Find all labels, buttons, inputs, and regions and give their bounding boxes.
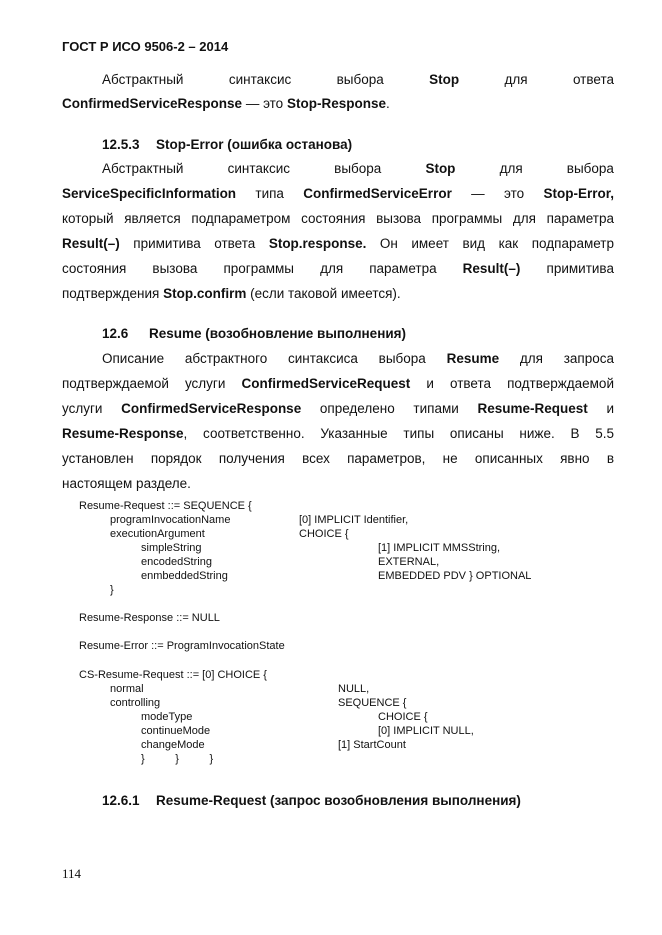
code-field-name: continueMode (141, 725, 211, 737)
code-field-type: [1] IMPLICIT MMSString, (378, 542, 501, 554)
code-field-name: normal (110, 683, 144, 695)
code-field-type: SEQUENCE { (338, 697, 407, 709)
code-field-name: changeMode (141, 739, 205, 751)
code-field-name: executionArgument (110, 528, 205, 540)
paragraph-stop-error-l6: подтверждения Stop.confirm (если таковой имеется). (62, 286, 401, 301)
code-field-type: [0] IMPLICIT NULL, (378, 725, 474, 737)
code-resume-response: Resume-Response ::= NULL (79, 612, 220, 624)
code-field-type: EMBEDDED PDV } OPTIONAL (378, 570, 532, 582)
code-field-type: CHOICE { (299, 528, 349, 540)
code-field-name: programInvocationName (110, 514, 231, 526)
section-heading-12-5-3: 12.5.3 Stop-Error (ошибка останова) (102, 137, 353, 152)
paragraph-stop-error-l1: Абстрактный синтаксис выбора Stop для выбора (102, 161, 614, 176)
code-field-name: simpleString (141, 542, 202, 554)
code-field-name: encodedString (141, 556, 212, 568)
code-resume-request-header: Resume-Request ::= SEQUENCE { (79, 500, 252, 512)
page-number: 114 (62, 866, 82, 881)
code-field-type: CHOICE { (378, 711, 428, 723)
section-heading-12-6: 12.6 Resume (возобновление выполнения) (102, 326, 407, 341)
paragraph-resume-l4: Resume-Response, соответственно. Указанные типы описаны ниже. В 5.5 (62, 426, 614, 441)
paragraph-stop-error-l4: Result(–) примитива ответа Stop.response. Он имеет вид как подпараметр (62, 236, 614, 251)
code-closing-braces: } } } (141, 753, 214, 765)
paragraph-resume-l6: настоящем разделе. (62, 476, 191, 491)
paragraph-stop-error-l2: ServiceSpecificInformation типа ConfirmedServiceError — это Stop-Error, (62, 186, 614, 201)
paragraph-resume-l5: установлен порядок получения всех параметров, не описанных явно в (62, 451, 614, 466)
code-field-type: [0] IMPLICIT Identifier, (299, 514, 409, 526)
paragraph-resume-l3: услуги ConfirmedServiceResponse определено типами Resume-Request и (62, 401, 614, 416)
paragraph-resume-l1: Описание абстрактного синтаксиса выбора Resume для запроса (102, 351, 614, 366)
paragraph-stop-error-l5: состояния вызова программы для параметра Result(–) примитива (62, 261, 614, 276)
code-closing-brace: } (110, 584, 114, 596)
code-field-name: modeType (141, 711, 193, 723)
code-resume-error: Resume-Error ::= ProgramInvocationState (79, 640, 285, 652)
document-header: ГОСТ Р ИСО 9506-2 – 2014 (62, 39, 229, 54)
section-heading-12-6-1: 12.6.1 Resume-Request (запрос возобновления выполнения) (102, 793, 521, 808)
paragraph-stop-response: Абстрактный синтаксис выбора Stop для ответа (102, 72, 614, 87)
code-field-name: controlling (110, 697, 161, 709)
paragraph-stop-error-l3: который является подпараметром состояния вызова программы для параметра (62, 211, 614, 226)
code-field-name: enmbeddedString (141, 570, 228, 582)
code-field-type: EXTERNAL, (378, 556, 440, 568)
code-field-type: NULL, (338, 683, 370, 695)
paragraph-resume-l2: подтверждаемой услуги ConfirmedServiceRequest и ответа подтверждаемой (62, 376, 614, 391)
code-field-type: [1] StartCount (338, 739, 406, 751)
code-cs-resume-request-header: CS-Resume-Request ::= [0] CHOICE { (79, 669, 267, 681)
paragraph-stop-response-line2: ConfirmedServiceResponse — это Stop-Response. (62, 96, 390, 111)
